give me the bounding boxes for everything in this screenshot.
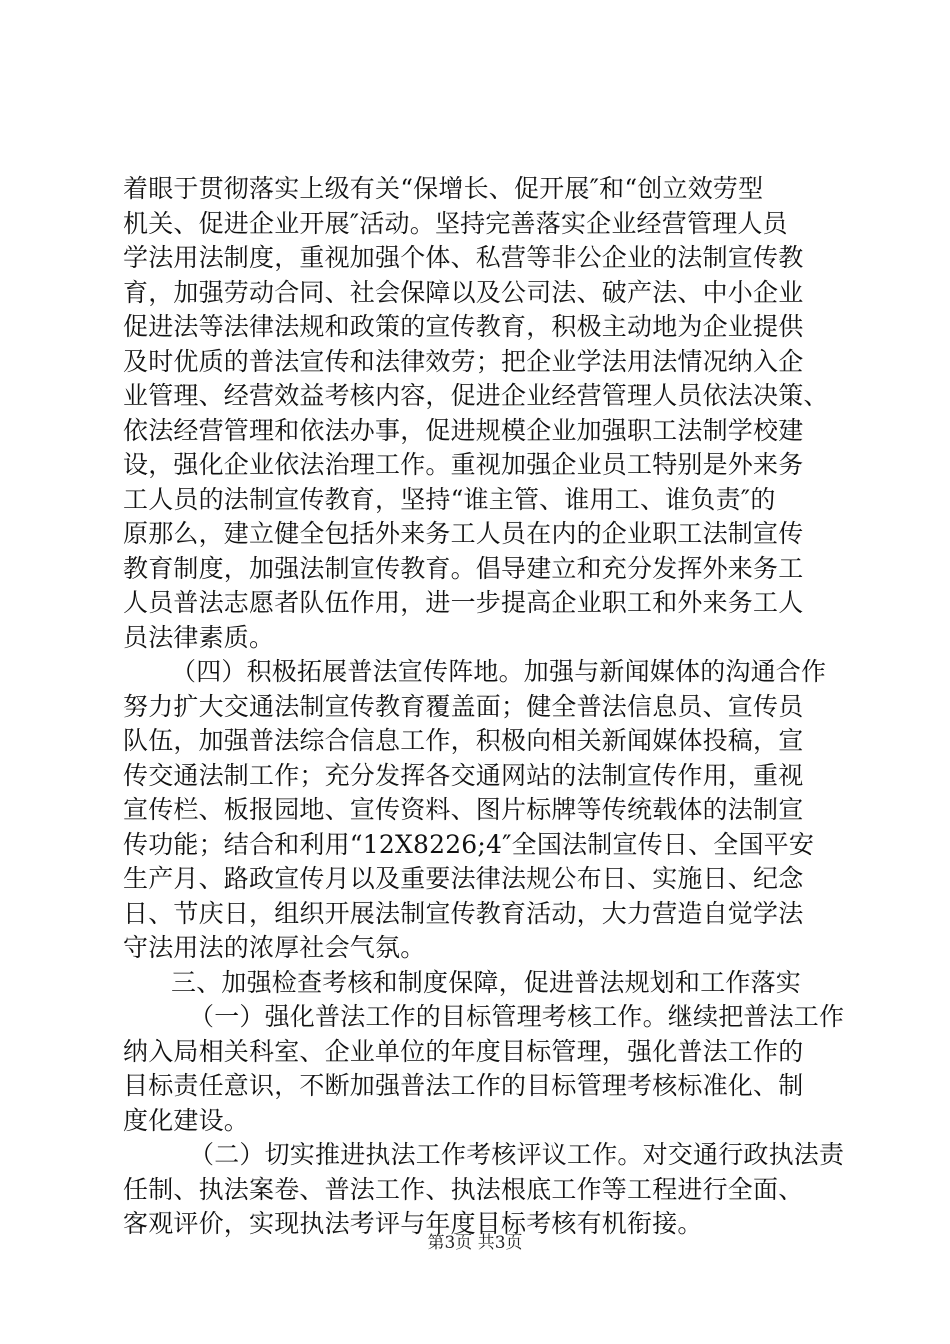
- paragraph-heading: （二）切实推进执法工作考核评议工作。对交通行政执法责: [189, 1140, 845, 1169]
- text-line: 促进法等法律法规和政策的宣传教育，积极主动地为企业提供: [123, 312, 804, 341]
- text-line: 工人员的法制宣传教育，坚持“谁主管、谁用工、谁负责″的: [123, 484, 776, 514]
- text-line: 业管理、经营效益考核内容，促进企业经营管理人员依法决策、: [123, 381, 829, 410]
- text-line: 宣传栏、板报园地、宣传资料、图片标牌等传统载体的法制宣: [123, 795, 804, 824]
- page-footer: [0, 1232, 950, 1254]
- section-heading: 三、加强检查考核和制度保障，促进普法规划和工作落实: [171, 967, 802, 997]
- text-line: 着眼于贯彻落实上级有关“保增长、促开展″和“创立效劳型: [123, 174, 764, 203]
- text-line: 度化建设。: [123, 1105, 250, 1135]
- text-line: 努力扩大交通法制宣传教育覆盖面；健全普法信息员、宣传员: [123, 691, 804, 721]
- text-line: 学法用法制度，重视加强个体、私营等非公企业的法制宣传教: [123, 243, 804, 272]
- text-line: 客观评价，实现执法考评与年度目标考核有机衔接。: [123, 1209, 703, 1238]
- text-line: 守法用法的浓厚社会气氛。: [123, 933, 426, 962]
- text-line: 纳入局相关科室、企业单位的年度目标管理，强化普法工作的: [123, 1036, 804, 1066]
- text-line: 人员普法志愿者队伍作用，进一步提高企业职工和外来务工人: [123, 588, 804, 617]
- paragraph-heading: （一）强化普法工作的目标管理考核工作。继续把普法工作: [189, 1002, 845, 1031]
- paragraph-heading: （四）积极拓展普法宣传阵地。加强与新闻媒体的沟通合作: [171, 657, 827, 686]
- document-body: [123, 172, 853, 1242]
- text-line: 机关、促进企业开展″活动。坚持完善落实企业经营管理人员: [123, 208, 788, 238]
- page-number: 第3页 共3页: [427, 1233, 523, 1253]
- text-line: 日、节庆日，组织开展法制宣传教育活动，大力营造自觉学法: [123, 898, 804, 928]
- text-line: 传交通法制工作；充分发挥各交通网站的法制宣传作用，重视: [123, 760, 804, 790]
- text-line: 及时优质的普法宣传和法律效劳；把企业学法用法情况纳入企: [123, 346, 804, 376]
- text-line: 生产月、路政宣传月以及重要法律法规公布日、实施日、纪念: [123, 864, 804, 893]
- text-line: 原那么，建立健全包括外来务工人员在内的企业职工法制宣传: [123, 519, 804, 548]
- text-line: 任制、执法案卷、普法工作、执法根底工作等工程进行全面、: [123, 1174, 804, 1204]
- text-line: 设，强化企业依法治理工作。重视加强企业员工特别是外来务: [123, 450, 804, 479]
- text-line: 传功能；结合和利用“12X8226;4″全国法制宣传日、全国平安: [123, 829, 815, 859]
- text-line: 教育制度，加强法制宣传教育。倡导建立和充分发挥外来务工: [123, 553, 804, 583]
- text-line: 依法经营管理和依法办事，促进规模企业加强职工法制学校建: [123, 415, 804, 445]
- text-line: 育，加强劳动合同、社会保障以及公司法、破产法、中小企业: [123, 277, 804, 307]
- text-line: 队伍，加强普法综合信息工作，积极向相关新闻媒体投稿，宣: [123, 726, 804, 755]
- text-line: 员法律素质。: [123, 622, 275, 652]
- text-line: 目标责任意识，不断加强普法工作的目标管理考核标准化、制: [123, 1071, 804, 1100]
